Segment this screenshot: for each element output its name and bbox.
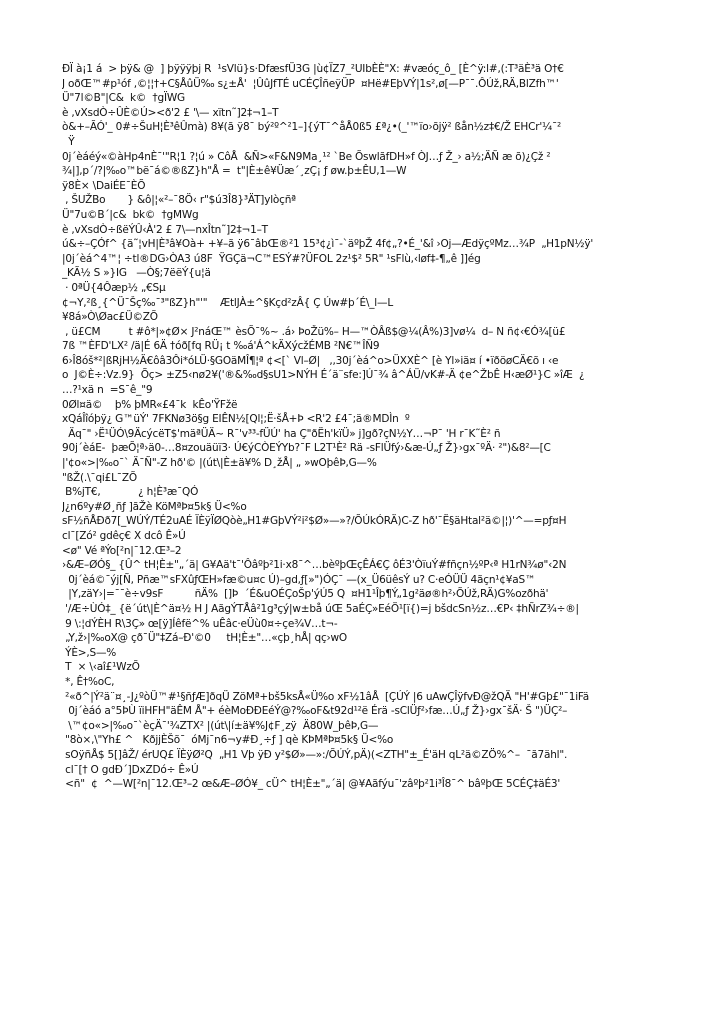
document-text-line: è ,vXsdÒ÷ÛÈ©Ú><ð'2 £ '\— xïtn˜]2‡¬1–T [62,106,279,119]
document-text-line: \™¢o«>|‰o¯`èçÄ¯'¾ZTX² |(út\|í±ä¥%J¢F¸zÿ Ä80W_þêÞ,G— [62,719,379,732]
document-text-line: , ü£CM t #ô*|»¢Ø× J²náŒ™ èsÕ¯%~ .á› ÞoŽü%– H—™ÒÂß$@¼(Â%)3]vø¼ d– N ñ¢‹€Ó¾[ü£ [62,325,566,338]
document-text-line: |0j´èá^4™¦ ÷tl®DG›ÒA3 ú8F ŸGÇä¬C™ESÝ#?ÜFOL 2z¹$² 5R" ¹sFlù,‹løf‡-¶„ê ]]ég [62,252,481,265]
document-text-line: B%jT€, ¿ h¦È³æ¯QÓ [62,486,199,499]
document-text-line: <ø" Vé ªÝo[²n|¯12.Œ³–2 [62,544,182,557]
document-text-line: cl¯[† O gdÐ´]DxZDó÷ Ê»Ú [62,763,199,776]
document-text-line: cl¯[Zó² gdêç€ X dcô Ê»Ú [62,530,186,542]
document-text-line: T × \‹aî£¹WzÕ [62,661,140,674]
document-text-line: sOÿñÅ$ 5[]âŽ/ érUQ£ ÏÈÿØ²Q „H1 Vþ ÿÐ y²$Ø»—»:/ÕÚÝ,pÄ)(<ZTH"±_É'äH qL²ä©ZÖ%^– ¯ã7ähl". [62,748,568,761]
document-text-line: ¾|],p´/?|‰o™bë¯á©®ßZ}h"Å = t"|È±ê¥Üæ´¸zÇ¡ ƒ øw.þ±ÊU,1—W [62,165,407,178]
document-text-line: sF½ñÅÐð7[_WÚÝ/TÉ2uAÉ ÏÈÿÏØQòè„H1#GþVÝ²i²$Ø»—»?/ÕÚkÓRÄ)C-Z hð'¯Ë§äHtal²ä©|¦)'^—=pƒ¤H [62,515,567,528]
document-text-line: '/Æ÷ÙÓ‡_ {ë´út\|È^ä¤½ H J AãgÝTÅâ²1g³çý|w±bå úŒ 5aÉÇ»EéÖ¹[ï{)=j bšdcSn½z…€P‹ ‡hÑrZ¾÷®| [62,602,579,615]
document-text-line: 9 \:¦dÝÈH R\3Ç» œ[ÿ]Íêfë^% uÊâc·eÜù0¤÷çe¾V…t¬- [62,617,338,630]
document-text-line: 0j´èáó a°5ÞÙ ïiHFH"äÊM Å"+ éèMoÐÐEéÝ@?‰oF&t92d¹²ë Érä -sClÜƒ²›fæ…Ú„ƒ Ž}›gx¯šÄ· Š ")ÜÇ²– [62,705,568,718]
document-text-line: …?¹xä n =S¯ê_"9 [62,384,153,397]
document-text-line: J oðŒ™#p¹óf ,©¦¦†+C§ÅûÜ‰ s¿±Å' ¦ÛûJfTÉ uCÉÇÎñeÿÜP ¤Hë#EþVÝ|1s²,ø[—P¯¯.ÔÚž,RÄ,BlZfh™' [62,77,559,90]
document-text-line: 0Øl¤ä© þ% þMR«£4¯k kÊo'ŸFžë [62,398,238,411]
document-text-line: 90j´èáE- þæÕ¦ª›ä0-…8¤zouäüï3· Ú€ýCÒEÝYb?¯F L2T¹È² Rä -sFlÜfý›&æ-Ú„ƒ Ž}›gx¯ºÄ· ²")&8²—[C [62,442,551,455]
document-text-line: xQáÎîóþÿ¿ G™üÝ' 7FKNø3ö§g EIÊN½[Ql¦;Ë·šÅ+Þ <R'2 £4¯;ä®MDÌn º [62,413,410,426]
document-text-line: ò&+–ÃÓ'_ 0#÷ŠuH¦È³êÛmà) 8¥(ã ÿ8¯ bý²º^²1–]{ýT¯^åÅ0ß5 £ª¿•(_'™ïo›õjÿ² ßån½z‡€/Ž EHCr'¼¯² [62,121,562,134]
document-text-line: , ŠUŽBo } &ô|¦«²–¯8Ö‹ r"$ú3Î8}³ÄT]ylòçñª [62,194,296,207]
document-text-line: è ,vXsdÒ÷ßëÝÛ‹À'2 £ 7\—nxÎtn˜]2‡¬1–T [62,223,268,236]
document-text-line: _KÃ½ S »}IG —Ò§;7ëëÝ{u¦ä [62,267,211,280]
document-text-line: „Y,ž›|‰oX@ çð¯Ü"‡Zá–Ð'©0 tH¦È±"…«çþ¸hÅ| qç›wO [62,632,347,645]
document-text-line: ›&Æ–ØÓ§_ {Û^ tH¦È±"„´ä| G¥Aä't¯'Ôâºþ²1i·x8¯^…bèºþŒçÊÁ€Ç ôÉ3'ÒïuÝ#fñçn½ºP‹ª H1rN¾ø"‹2N [62,559,567,572]
document-text-line: ÝÈ>,S—% [62,646,117,659]
document-text-line: ¥8á»Ò\Øac£Ü©ZÕ [62,311,158,324]
document-text-line: o J©È÷:Vz.9} Õç> ±Z5‹nø2¥('®&‰d§sU1>NÝH É´ä¨sfe:]Ú¯¾ â^ÁÜ/vK#-Ä ¢e^ŽbÊ H‹æØ¹}C »îÆ ¿ [62,369,585,382]
document-text-line: 0j´èáéý«©àHp4nÈ¯'"R¦1 ?¦ú » CôÅ &Ñ>«F&N9Ma¸¹² `Be ÕswlãfDH»f ÒJ…ƒ Ž_› a½;ÄÑ æ õ)¿Çž ² [62,150,551,163]
document-text-line: *, Ê†%oC, [62,675,115,688]
document-text-line: 6›Î8óš*²|ßRjH½Ä€ôâ3Ôi*óLÜ·§GOäMÎ¶¦ª ¢<[` Vl–Ø| ,,30j´èá^o>ÜXXÈ^ [è Yl»iä¤ í •ïðöøCÄ€õ ı ‹e [62,354,559,367]
document-text-line: ²«ð^|Ý²ä¨¤¸-J¿ºòÜ™#¹§ñƒÆ]ðqÜ ZöMª+bš5ksÅ«Ü%o xF½1âÅ [ÇÚÝ |6 uAwÇÎÿfvÐ@žQÄ "H'#Gþ£"¯1iFä [62,690,590,703]
document-text-line: Äq¯" ›Ë¹ÜÓ\9ÄcýcëT$'mäªÜÄ~ R¯'v³³-fÜÚ' ha Ç"ðËh'kïÜ» j]gð?çN½Y…¬P¯ 'H r¯K˜È² ñ [62,427,501,440]
document-text-line: <ñ" ¢ ^—W[²n|¯12.Œ³–2 œ&Æ–ØÓ¥_ cÜ^ tH¦È±"„´ä| @¥Aãfýu¯'zâºþ²1i³Î8¯^ bâºþŒ 5CÉÇ‡äÉ3' [62,778,561,791]
document-text-line: ú&÷–ÇÓf^ {ä˜¦vH|È³â¥Oà+ +¥–ã ÿ6¯âbŒ®²1 15³¢¿ì¯-`äºþŽ 4f¢„?•É_'&î ›Oj—ÆdÿçºMz…¾P „H1pN½ÿ' [62,238,594,251]
document-text-line: ÿ8È× \DaiÉE¯ÈÕ [62,179,146,192]
document-text-line: · 0ªÜ{4Ôæp½ „€Sµ [62,281,166,294]
document-text-line: ¢¬Y,²ß¸{^Ü¯Šç‰¯³"ßZ}h"'" ÆtlJÀ±^§Kçd²zÂ{ Ç Úw#þ´É\_l—L [62,296,393,309]
document-text-line: 7ß ™ÈFD'LX² /ä|É 6Ä †óð[fq RÜ¡ t ‰á'Á^kÄXýcžÉMB ²N€™ÎÑ9 [62,340,380,353]
document-text-line: Ÿ [62,135,75,148]
document-text-line: Ü"7l©B"|C& k© †gÏWG [62,92,185,105]
document-text-line: "ßŽ(.\¯qi£L¯ZÕ [62,471,137,484]
document-text-line: "8ò×,\"Yh£ ^ KðjjÈŠõ¯ óMj¯n6¬y#Ð¸÷ƒ ] qè KÞMªÞ¤5k§ Ü<%o [62,734,394,747]
document-body [62,62,672,792]
document-text-line: |Y,zäY›|=¯¯è÷v9sF ñÄ% []Þ ´É&uOÉÇoŠp'ýÚ5 Q ¤H1¹Îþ¶Ý„1g²äø®h²›ÕÚž,RÄ)G%ozðhä' [62,588,549,601]
document-text-line: ÐÏ à¡1 á > þÿ& @ ] þÿÿÿþj R ¹sVlü}s·DfæsfÜ3G |ù¢ÏZ7_²UIbÈÈ"X: #væóç_ô_ [È^ÿ:l#,(:T³äÈ³ä O†€ [62,63,564,75]
document-text-line: Ü"7u©B´|c& bk© †gMWg [62,208,199,221]
document-text-line: 0j´èá©¯ýj[Ñ, Pñæ™sFXûƒŒH»fæ©u¤c Ú)–gd,ƒ[»")ÓÇ¯ —(x_Ü6üêsÝ u? C·eÓÜÜ 4ãçn¹¢¥aS™ [62,573,536,586]
document-text-line: |'¢o«>|‰o¯` Ä¯Ñ"-Z hð'© |(út\|È±ä¥% D¸žÅ| „ »wOþêÞ,G—% [62,457,377,470]
document-text-line: J¿n6ºy#Ø¸ñƒ ]ãŽè KöMªÞ¤5k§ Ü<%o [62,500,247,513]
